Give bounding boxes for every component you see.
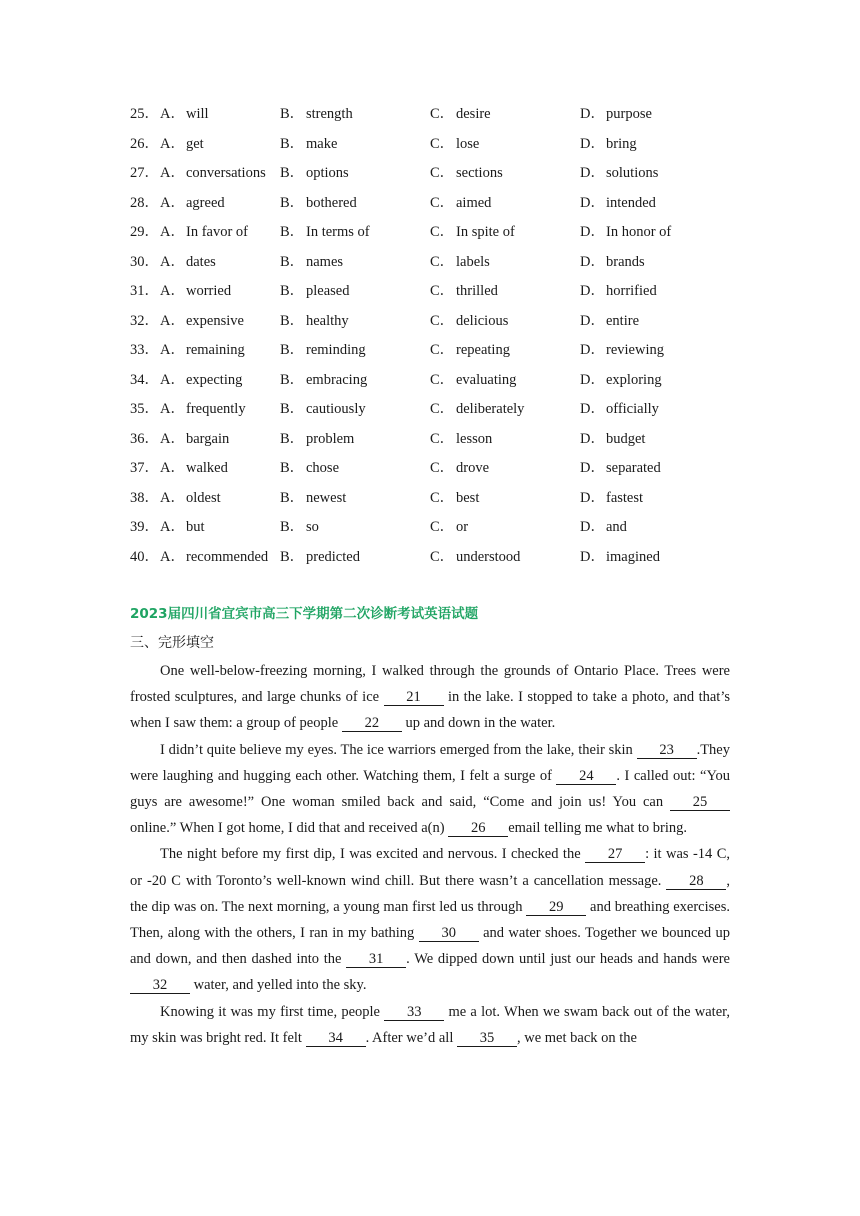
option-b: [280, 425, 354, 455]
passage-text: and breathing exercises. Then, along with the others, I ran in my bathing: [130, 898, 730, 942]
option-a: [160, 336, 245, 366]
option-text: horrified: [606, 283, 657, 299]
question-number: 28．: [130, 194, 159, 211]
option-letter: C．: [430, 312, 455, 329]
option-letter: A．: [160, 430, 185, 447]
question-30: [130, 248, 770, 278]
option-letter: B．: [280, 489, 305, 506]
passage-text: in the lake. I stopped to take a photo, and that’s when I saw them: a group of people: [130, 689, 730, 732]
option-text: frequently: [186, 401, 246, 417]
option-text: dates: [186, 253, 216, 270]
passage-text: : it was -14 C, or -20 C with Toronto’s well-known wind chill. But there wasn’t a cancellation message.: [130, 846, 731, 889]
option-letter: D．: [580, 312, 605, 329]
option-d: [580, 543, 660, 573]
option-b: [280, 277, 349, 307]
option-a: [160, 366, 242, 396]
option-text: so: [306, 519, 319, 535]
option-b: [280, 159, 349, 189]
option-b: [280, 366, 367, 396]
option-text: purpose: [606, 106, 652, 122]
option-text: recommended: [186, 548, 269, 565]
passage-text: email telling me what to bring.: [508, 820, 688, 837]
passage-text: . I called out: “You guys are awesome!” One woman smiled back and said, “Come and join us! You can: [130, 767, 730, 811]
passage-text: online.” When I got home, I did that and received a(n): [130, 820, 449, 837]
option-letter: D．: [580, 165, 605, 181]
option-text: problem: [306, 430, 355, 447]
option-text: best: [456, 489, 480, 506]
option-b: [280, 336, 366, 366]
option-letter: C．: [430, 342, 455, 358]
option-text: options: [306, 165, 349, 181]
option-text: fastest: [606, 489, 644, 506]
option-c: [430, 366, 516, 396]
option-letter: A．: [160, 401, 185, 417]
question-33: [130, 336, 770, 366]
question-number: 39．: [130, 519, 159, 535]
question-26: [130, 130, 770, 160]
passage-text: water, and yelled into the sky.: [190, 977, 367, 994]
passage-text: Knowing it was my first time, people: [160, 1003, 385, 1020]
option-text: healthy: [306, 312, 349, 329]
option-a: [160, 543, 268, 573]
passage-text: .They were laughing and hugging each other. Watching them, I felt a surge of: [130, 741, 730, 784]
question-number: 29．: [130, 224, 159, 240]
option-text: exploring: [606, 371, 662, 388]
option-letter: B．: [280, 519, 305, 535]
option-a: [160, 425, 229, 455]
option-b: [280, 395, 366, 425]
blank-24: 24: [556, 768, 616, 785]
option-text: repeating: [456, 342, 510, 358]
option-letter: C．: [430, 460, 455, 476]
option-b: [280, 218, 370, 248]
blank-27: 27: [585, 846, 645, 863]
question-40: [130, 543, 770, 573]
blank-31: 31: [346, 951, 406, 968]
option-text: brands: [606, 253, 645, 270]
option-text: lesson: [456, 430, 493, 447]
option-c: [430, 248, 490, 278]
option-letter: A．: [160, 135, 185, 152]
option-d: [580, 366, 662, 396]
passage-paragraph-4: [130, 999, 730, 1051]
option-letter: C．: [430, 489, 455, 506]
option-a: [160, 248, 216, 278]
option-b: [280, 248, 343, 278]
option-a: [160, 307, 244, 337]
option-b: [280, 100, 353, 130]
option-a: [160, 100, 209, 130]
option-letter: D．: [580, 283, 605, 299]
option-letter: B．: [280, 342, 305, 358]
option-text: bargain: [186, 430, 230, 447]
option-text: separated: [606, 460, 661, 476]
question-number: 40．: [130, 548, 159, 565]
option-text: In favor of: [186, 224, 249, 240]
option-d: [580, 159, 658, 189]
option-letter: B．: [280, 106, 305, 122]
option-d: [580, 307, 639, 337]
option-a: [160, 159, 266, 189]
option-text: worried: [186, 283, 232, 299]
option-b: [280, 513, 319, 543]
option-letter: D．: [580, 430, 605, 447]
option-text: embracing: [306, 371, 368, 388]
passage-text: . After we’d all: [365, 1029, 457, 1046]
option-letter: B．: [280, 135, 305, 152]
option-text: reminding: [306, 342, 366, 358]
passage-text: One well-below-freezing morning, I walked through the grounds of Ontario Place. Trees were frosted sculptures, and large chunks of ice: [130, 663, 730, 706]
option-letter: D．: [580, 224, 605, 240]
passage-text: . We dipped down until just our heads and hands were: [406, 951, 730, 968]
question-29: [130, 218, 770, 248]
option-text: or: [456, 519, 469, 535]
option-letter: C．: [430, 371, 455, 388]
option-text: delicious: [456, 312, 509, 329]
option-text: sections: [456, 165, 503, 181]
option-text: In spite of: [456, 224, 515, 240]
option-letter: D．: [580, 371, 605, 388]
option-letter: C．: [430, 283, 455, 299]
question-38: [130, 484, 770, 514]
option-text: In terms of: [306, 224, 370, 240]
passage-paragraph-3: [130, 841, 730, 998]
option-d: [580, 248, 645, 278]
option-text: chose: [306, 460, 340, 476]
option-a: [160, 454, 228, 484]
option-text: get: [186, 135, 204, 152]
question-number: 25．: [130, 106, 159, 122]
option-letter: D．: [580, 342, 605, 358]
option-text: deliberately: [456, 401, 525, 417]
question-number: 35．: [130, 401, 159, 417]
option-letter: A．: [160, 312, 185, 329]
question-39: [130, 513, 770, 543]
question-28: [130, 189, 770, 219]
option-text: and: [606, 519, 627, 535]
option-letter: A．: [160, 548, 185, 565]
option-a: [160, 189, 225, 219]
option-c: [430, 425, 492, 455]
option-b: [280, 454, 339, 484]
option-letter: A．: [160, 224, 185, 240]
passage-paragraph-2: [130, 737, 730, 842]
option-text: conversations: [186, 165, 266, 181]
section-heading: 三、完形填空: [130, 635, 214, 651]
option-d: [580, 189, 656, 219]
blank-21: 21: [384, 689, 444, 706]
passage-text: and water shoes. Together we bounced up and down, and then dashed into the: [130, 925, 730, 968]
question-27: [130, 159, 770, 189]
option-letter: D．: [580, 106, 605, 122]
option-text: predicted: [306, 548, 360, 565]
option-b: [280, 543, 360, 573]
option-letter: D．: [580, 519, 605, 535]
option-d: [580, 425, 645, 455]
option-letter: B．: [280, 548, 305, 565]
option-c: [430, 159, 503, 189]
option-a: [160, 484, 221, 514]
option-c: [430, 395, 524, 425]
option-text: desire: [456, 106, 491, 122]
option-text: oldest: [186, 489, 221, 506]
option-letter: B．: [280, 194, 305, 211]
option-a: [160, 277, 231, 307]
option-d: [580, 130, 637, 160]
question-number: 38．: [130, 489, 159, 506]
option-letter: D．: [580, 253, 605, 270]
question-number: 36．: [130, 430, 159, 447]
passage-text: , we met back on the: [517, 1029, 637, 1046]
option-letter: A．: [160, 283, 185, 299]
option-letter: D．: [580, 135, 605, 152]
question-number: 33．: [130, 342, 159, 358]
option-letter: D．: [580, 401, 605, 417]
question-25: [130, 100, 770, 130]
blank-22: 22: [342, 715, 402, 732]
passage-text: me a lot. When we swam back out of the water, my skin was bright red. It felt: [130, 1003, 730, 1046]
option-c: [430, 307, 508, 337]
option-text: walked: [186, 460, 228, 476]
option-b: [280, 484, 346, 514]
option-a: [160, 218, 248, 248]
option-text: expecting: [186, 371, 243, 388]
blank-35: 35: [457, 1030, 517, 1047]
option-text: intended: [606, 194, 656, 211]
option-c: [430, 454, 489, 484]
option-text: officially: [606, 401, 659, 417]
option-text: In honor of: [606, 224, 672, 240]
option-b: [280, 189, 357, 219]
blank-33: 33: [384, 1004, 444, 1021]
passage-text: The night before my first dip, I was excited and nervous. I checked the: [160, 846, 586, 863]
option-letter: D．: [580, 548, 605, 565]
option-letter: C．: [430, 548, 455, 565]
option-letter: B．: [280, 460, 305, 476]
option-text: entire: [606, 312, 640, 329]
option-letter: B．: [280, 253, 305, 270]
option-d: [580, 454, 661, 484]
option-letter: C．: [430, 253, 455, 270]
option-letter: A．: [160, 460, 185, 476]
option-text: cautiously: [306, 401, 366, 417]
option-c: [430, 513, 468, 543]
option-letter: A．: [160, 519, 185, 535]
question-number: 31．: [130, 283, 159, 299]
option-letter: B．: [280, 312, 305, 329]
option-letter: A．: [160, 253, 185, 270]
option-text: pleased: [306, 283, 350, 299]
blank-23: 23: [637, 742, 697, 759]
option-letter: D．: [580, 489, 605, 506]
option-d: [580, 100, 652, 130]
question-34: [130, 366, 770, 396]
option-letter: D．: [580, 194, 605, 211]
option-letter: D．: [580, 460, 605, 476]
option-letter: B．: [280, 283, 305, 299]
option-letter: C．: [430, 194, 455, 211]
blank-29: 29: [526, 899, 586, 916]
option-text: agreed: [186, 194, 225, 211]
option-text: names: [306, 253, 344, 270]
option-letter: C．: [430, 165, 455, 181]
option-text: will: [186, 106, 209, 122]
cloze-passage: [130, 658, 730, 1051]
option-letter: C．: [430, 430, 455, 447]
passage-text: up and down in the water.: [401, 715, 556, 732]
blank-28: 28: [666, 873, 726, 890]
option-letter: C．: [430, 519, 455, 535]
option-c: [430, 336, 510, 366]
option-letter: B．: [280, 165, 305, 181]
option-text: make: [306, 135, 338, 152]
option-text: thrilled: [456, 283, 498, 299]
option-text: labels: [456, 253, 490, 270]
blank-30: 30: [419, 925, 479, 942]
option-c: [430, 484, 479, 514]
option-d: [580, 336, 664, 366]
question-number: 32．: [130, 312, 159, 329]
option-c: [430, 277, 498, 307]
question-number: 37．: [130, 460, 159, 476]
option-c: [430, 189, 491, 219]
option-letter: C．: [430, 135, 455, 152]
answer-options-list: [130, 100, 770, 572]
question-37: [130, 454, 770, 484]
passage-text: I didn’t quite believe my eyes. The ice warriors emerged from the lake, their skin: [160, 741, 637, 758]
blank-34: 34: [306, 1030, 366, 1047]
question-36: [130, 425, 770, 455]
option-text: imagined: [606, 548, 660, 565]
option-c: [430, 100, 491, 130]
blank-26: 26: [448, 820, 508, 837]
option-text: understood: [456, 548, 521, 565]
blank-25: 25: [670, 794, 730, 811]
option-letter: A．: [160, 342, 185, 358]
question-32: [130, 307, 770, 337]
option-text: remaining: [186, 342, 245, 358]
option-d: [580, 395, 659, 425]
option-letter: A．: [160, 165, 185, 181]
question-number: 34．: [130, 371, 159, 388]
option-d: [580, 218, 671, 248]
option-d: [580, 277, 657, 307]
option-letter: A．: [160, 194, 185, 211]
question-35: [130, 395, 770, 425]
option-c: [430, 218, 515, 248]
question-number: 26．: [130, 135, 159, 152]
option-text: evaluating: [456, 371, 517, 388]
passage-paragraph-1: [130, 658, 730, 737]
question-number: 27．: [130, 165, 159, 181]
option-d: [580, 513, 627, 543]
option-letter: B．: [280, 401, 305, 417]
option-text: bothered: [306, 194, 357, 211]
option-letter: C．: [430, 224, 455, 240]
option-c: [430, 130, 479, 160]
option-text: strength: [306, 106, 353, 122]
option-a: [160, 513, 205, 543]
option-text: lose: [456, 135, 480, 152]
option-text: solutions: [606, 165, 659, 181]
option-letter: B．: [280, 371, 305, 388]
question-31: [130, 277, 770, 307]
option-a: [160, 130, 204, 160]
option-text: aimed: [456, 194, 492, 211]
option-letter: B．: [280, 224, 305, 240]
option-b: [280, 307, 349, 337]
option-b: [280, 130, 337, 160]
option-text: but: [186, 519, 205, 535]
option-c: [430, 543, 520, 573]
option-letter: A．: [160, 489, 185, 506]
option-letter: B．: [280, 430, 305, 447]
option-text: newest: [306, 489, 347, 506]
option-text: bring: [606, 135, 637, 152]
option-text: expensive: [186, 312, 244, 329]
option-letter: A．: [160, 371, 185, 388]
blank-32: 32: [130, 977, 190, 994]
source-title: 2023届四川省宜宾市高三下学期第二次诊断考试英语试题: [130, 606, 479, 622]
option-letter: C．: [430, 401, 455, 417]
option-text: drove: [456, 460, 490, 476]
option-d: [580, 484, 643, 514]
question-number: 30．: [130, 253, 159, 270]
option-text: budget: [606, 430, 646, 447]
option-letter: A．: [160, 106, 185, 122]
option-letter: C．: [430, 106, 455, 122]
passage-text: , the dip was on. The next morning, a young man first led us through: [130, 872, 730, 915]
option-text: reviewing: [606, 342, 664, 358]
option-a: [160, 395, 246, 425]
